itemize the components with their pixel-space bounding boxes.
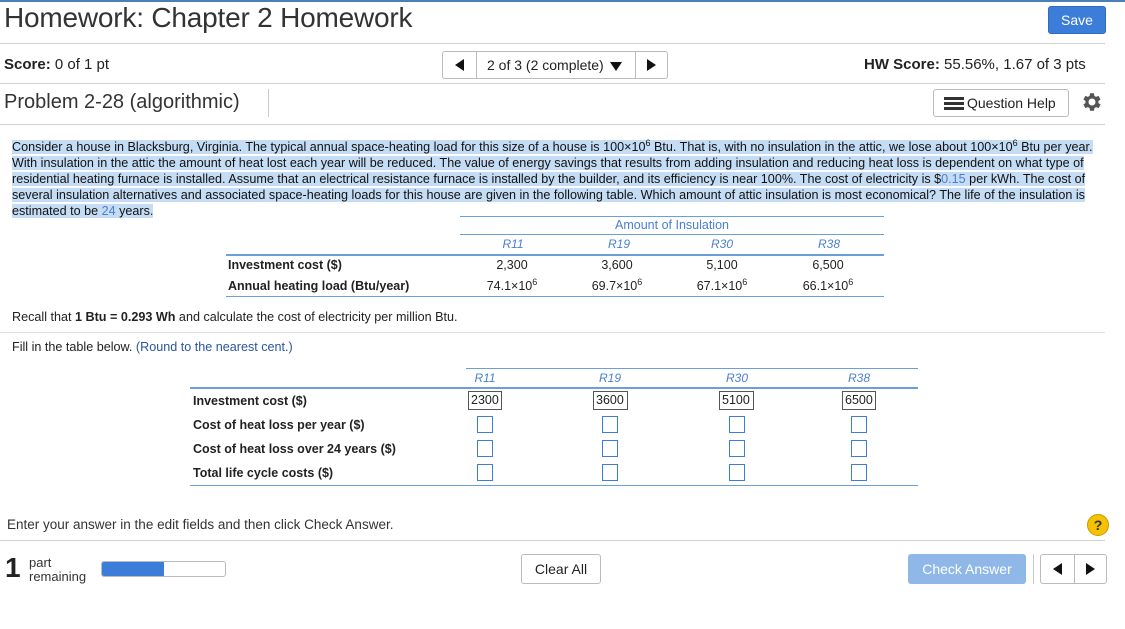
clear-all-button[interactable]: Clear All [521,554,601,584]
investment-cost-field-r19[interactable]: 3600 [593,391,628,410]
score-display [4,56,109,73]
times-symbol: × [991,140,999,154]
score-label: Score: [4,56,51,73]
power-base: 10 [631,140,646,154]
score-value: 0 of 1 pt [54,56,110,73]
question-selector-dropdown[interactable] [476,51,636,79]
parts-remaining-count: 1 [5,552,21,583]
table-rule [460,216,884,217]
fill-in-text: Fill in the table below. [12,340,136,354]
table-group-header: Amount of Insulation [615,218,729,232]
investment-cost-field-r30[interactable]: 5100 [719,391,754,410]
table-rule [226,254,884,256]
caret-down-icon [610,62,622,71]
times-symbol: × [624,140,632,154]
power-base: 10 [998,140,1013,154]
table-rule [190,485,918,486]
heat-loss-per-year-field-r38[interactable] [851,416,867,433]
row-label: Total life cycle costs ($) [193,466,334,480]
fill-in-instruction [12,340,293,354]
problem-text-segment: years. [115,204,154,218]
investment-cost-field-r38[interactable]: 6500 [842,391,876,410]
heat-loss-per-year-field-r30[interactable] [729,416,745,433]
divider [0,43,1105,44]
investment-cost-field-r11[interactable]: 2300 [468,391,502,410]
vertical-divider [1033,554,1034,584]
heat-loss-lifetime-field-r30[interactable] [729,440,745,457]
recall-conversion: 1 Btu = 0.293 Wh [75,310,176,324]
parts-remaining-label [29,556,86,584]
help-icon[interactable]: ? [1087,514,1109,536]
table-rule [190,387,918,389]
recall-note [12,310,458,324]
table-rule [226,296,884,297]
progress-bar [101,561,226,577]
table-cell: 6,500 [812,258,844,272]
vertical-divider [268,89,269,117]
divider [0,124,1105,125]
row-label: Annual heating load (Btu/year) [228,279,410,293]
total-life-cycle-field-r11[interactable] [477,464,493,481]
save-button[interactable]: Save [1048,6,1106,34]
problem-text-segment: per kWh. The cost of several insulation alternatives and associated space-heating loads for this house are given in the following table. Which amount of attic insulation is most economical? The life of the insulation is estimated to be [12,172,1086,218]
table-cell: 2,300 [496,258,528,272]
divider [0,83,1105,84]
table-cell: 5,100 [706,258,738,272]
previous-question-button[interactable] [442,51,476,79]
total-life-cycle-field-r38[interactable] [851,464,867,481]
column-header: R19 [607,237,630,251]
heat-loss-per-year-field-r11[interactable] [477,416,493,433]
page-title: Homework: Chapter 2 Homework [4,2,413,33]
arrow-right-icon [1086,563,1095,575]
recall-suffix: and calculate the cost of electricity per million Btu. [175,310,458,324]
question-help-label: Question Help [967,95,1056,111]
row-label: Cost of heat loss over 24 years ($) [193,442,396,456]
column-header: R30 [725,371,748,385]
table-rule [466,368,918,369]
power-exponent: 6 [645,138,651,148]
table-cell: $74.1\times 10^6$ [486,277,538,293]
progress-bar-fill [102,562,164,576]
hw-score-label: HW Score: [864,56,940,73]
row-label: Cost of heat loss per year ($) [193,418,365,432]
heat-loss-lifetime-field-r11[interactable] [477,440,493,457]
total-life-cycle-field-r30[interactable] [729,464,745,481]
next-question-button[interactable] [636,51,668,79]
power-exponent: 6 [1012,138,1018,148]
hw-score-value: 55.56%, 1.67 of 3 pts [944,56,1086,73]
column-header: R19 [598,371,621,385]
arrow-left-icon [1053,563,1062,575]
column-header: R38 [847,371,870,385]
arrow-right-icon [647,59,656,71]
table-cell: $67.1\times 10^6$ [696,277,748,293]
column-header: R38 [817,237,840,251]
gear-icon[interactable] [1080,90,1104,114]
heat-loss-lifetime-field-r38[interactable] [851,440,867,457]
table-cell: $66.1\times 10^6$ [802,277,854,293]
problem-statement [12,135,1098,219]
table-rule [460,234,884,235]
instruction-message: Enter your answer in the edit fields and then click Check Answer. [7,517,394,532]
arrow-left-icon [455,59,464,71]
question-position-label: 2 of 3 (2 complete) [487,57,604,73]
insulation-life-value: 24 [101,204,116,218]
column-header: R11 [474,371,496,385]
row-label: Investment cost ($) [193,394,307,408]
divider [0,332,1105,333]
question-help-button[interactable] [933,89,1069,117]
hw-score-display [864,56,1086,73]
problem-title: Problem 2-28 (algorithmic) [4,91,240,113]
divider [0,540,1105,541]
electricity-cost-value: 0.15 [941,172,966,186]
heat-loss-lifetime-field-r19[interactable] [602,440,618,457]
column-header: R30 [710,237,733,251]
next-question-button[interactable] [1074,554,1107,584]
rounding-note: (Round to the nearest cent.) [135,340,293,354]
heat-loss-per-year-field-r19[interactable] [602,416,618,433]
previous-question-button[interactable] [1040,554,1074,584]
parts-remaining-line: remaining [29,569,87,584]
check-answer-button[interactable]: Check Answer [908,554,1026,584]
parts-remaining-line: part [29,555,52,570]
problem-text-segment: Btu per year. With insulation in the attic the amount of heat lost each year will be reduced. The value of energy savings that results from adding insulation and reducing heat loss is dependent on what type of residential heating furnace is installed. Assume that an electrical resistance furnace is installed by the builder, and its efficiency is near 100%. The cost of electricity is $ [12,140,1093,186]
list-icon [944,97,964,110]
column-header: R11 [502,237,524,251]
total-life-cycle-field-r19[interactable] [602,464,618,481]
row-label: Investment cost ($) [228,258,342,272]
problem-text-segment: Btu. That is, with no insulation in the attic, we lose about 100 [650,140,992,154]
table-cell: $69.7\times 10^6$ [591,277,643,293]
recall-prefix: Recall that [12,310,75,324]
table-cell: 3,600 [601,258,633,272]
problem-text-segment: Consider a house in Blacksburg, Virginia. The typical annual space-heating load for this size of a house is 100 [12,140,625,154]
